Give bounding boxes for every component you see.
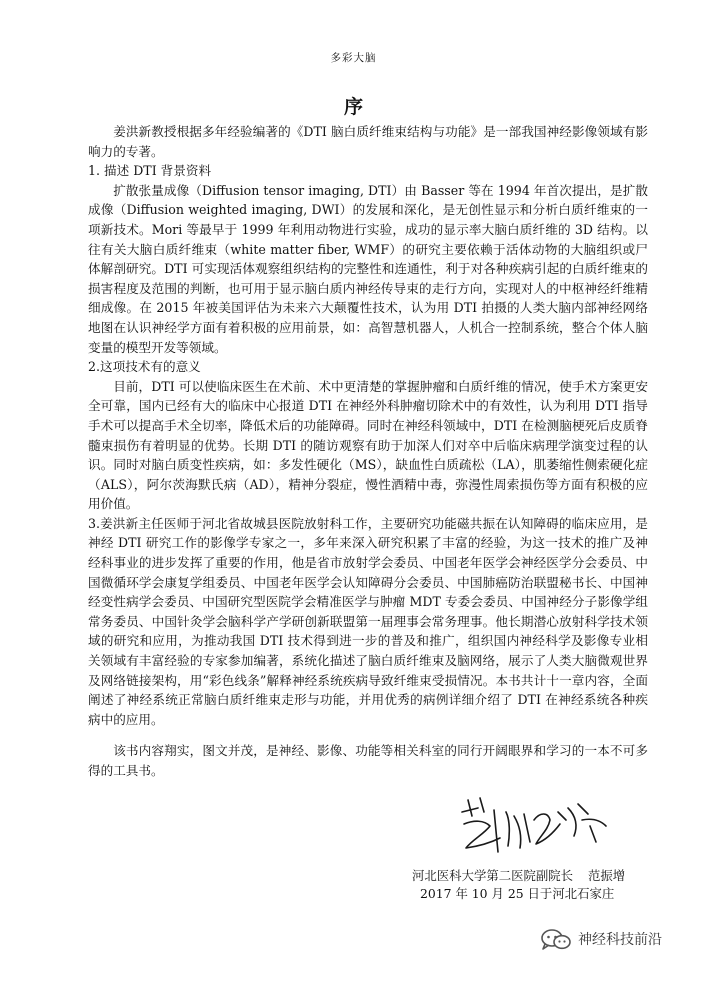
signature-role: 河北医科大学第二医院副院长 [412, 868, 574, 883]
wechat-icon [540, 928, 572, 950]
section-heading-2: 2.这项技术有的意义 [88, 359, 201, 375]
author-paragraph: 3.姜洪新主任医师于河北省故城县医院放射科工作，主要研究功能磁共振在认知障碍的临床应用，是神经 DTI 研究工作的影像学专家之一，多年来深入研究积累了丰富的经验，为这一技术的推广及神经科事业的进步发挥了重要的作用，他是省市放射学会委员、中国老年医学会神经医学分会委员、中国微循环学会康复学组委员、中国老年医学会认知障碍分会委员、中国肺癌防治联盟秘书长、中国神经变性病学会委员、中国研究型医院学会精准医学与肿瘤 MDT 专委会委员、中国神经分子影像学组常务委员、中国针灸学会脑科学产学研创新联盟第一届理事会常务理事。他长期潜心放射科学技术领域的研究和应用，为推动我国 DTI 技术得到进一步的普及和推广，组织国内神经科学及影像专业相关领域有丰富经验的专家参加编著，系统化描述了脑白质纤维束及脑网络，展示了人类大脑微观世界及网络链接架构，用“彩色线条”解释神经系统疾病导致纤维束受损情况。本书共计十一章内容，全面阐述了神经系统正常脑白质纤维束走形与功能，并用优秀的病例详细介绍了 DTI 在神经系统各种疾病中的应用。 [88, 515, 648, 727]
signature-name: 范振增 [588, 868, 626, 883]
significance-paragraph: 目前，DTI 可以使临床医生在术前、术中更清楚的掌握肿瘤和白质纤维的情况，使手术方案更安全可靠，国内已经有大的临床中心报道 DTI 在神经外科肿瘤切除术中的有效性，认为利用 DTI 指导手术可以提高手术全切率，降低术后的功能障碍。同时在神经科领域中，DTI 在检测脑梗死后皮质脊髓束损伤有着明显的优势。长期 DTI 的随访观察有助于加深人们对卒中后临床病理学演变过程的认识。同时对脑白质变性疾病，如：多发性硬化（MS），缺血性白质疏松（LA），肌萎缩性侧索硬化症（ALS），阿尔茨海默氏病（AD），精神分裂症，慢性酒精中毒，弥漫性周索损伤等方面有积极的应用价值。 [88, 378, 648, 512]
page-title: 序 [343, 96, 363, 118]
closing-paragraph: 该书内容翔实，图文并茂，是神经、影像、功能等相关科室的同行开阔眼界和学习的一本不可多得的工具书。 [88, 743, 648, 778]
intro-paragraph: 姜洪新教授根据多年经验编著的《DTI 脑白质纤维束结构与功能》是一部我国神经影像领域有影响力的专著。 [88, 124, 648, 159]
document-body [88, 122, 648, 781]
signature-date: 2017 年 10 月 25 日于河北石家庄 [420, 886, 615, 901]
handwritten-signature [450, 790, 620, 860]
source-watermark [540, 928, 662, 950]
watermark-label: 神经科技前沿 [578, 932, 662, 948]
running-header: 多彩大脑 [330, 52, 377, 64]
background-paragraph: 扩散张量成像（Diffusion tensor imaging, DTI）由 Basser 等在 1994 年首次提出，是扩散成像（Diffusion weighted imaging, DWI）的发展和深化，是无创性显示和分析白质纤维束的一项新技术。Mori 等最早于 1999 年利用动物进行实验，成功的显示率大脑白质纤维的 3D 结构。以往有关大脑白质纤维束（white matter fiber, WMF）的研究主要依赖于活体动物的大脑组织或尸体解剖研究。DTI 可实现活体观察组织结构的完整性和连通性，利于对各种疾病引起的白质纤维束的损害程度及范围的判断，也可用于显示脑白质内神经传导束的走行方向，实现对人的中枢神经纤维精细成像。在 2015 年被美国评估为未来六大颠覆性技术，认为用 DTI 拍摄的人类大脑内部神经网络地图在认识神经学方面有着积极的应用前景，如：高智慧机器人，人机合一控制系统，整合个体人脑变量的模型开发等领域。 [88, 182, 648, 355]
section-heading-1: 1. 描述 DTI 背景资料 [88, 163, 212, 179]
